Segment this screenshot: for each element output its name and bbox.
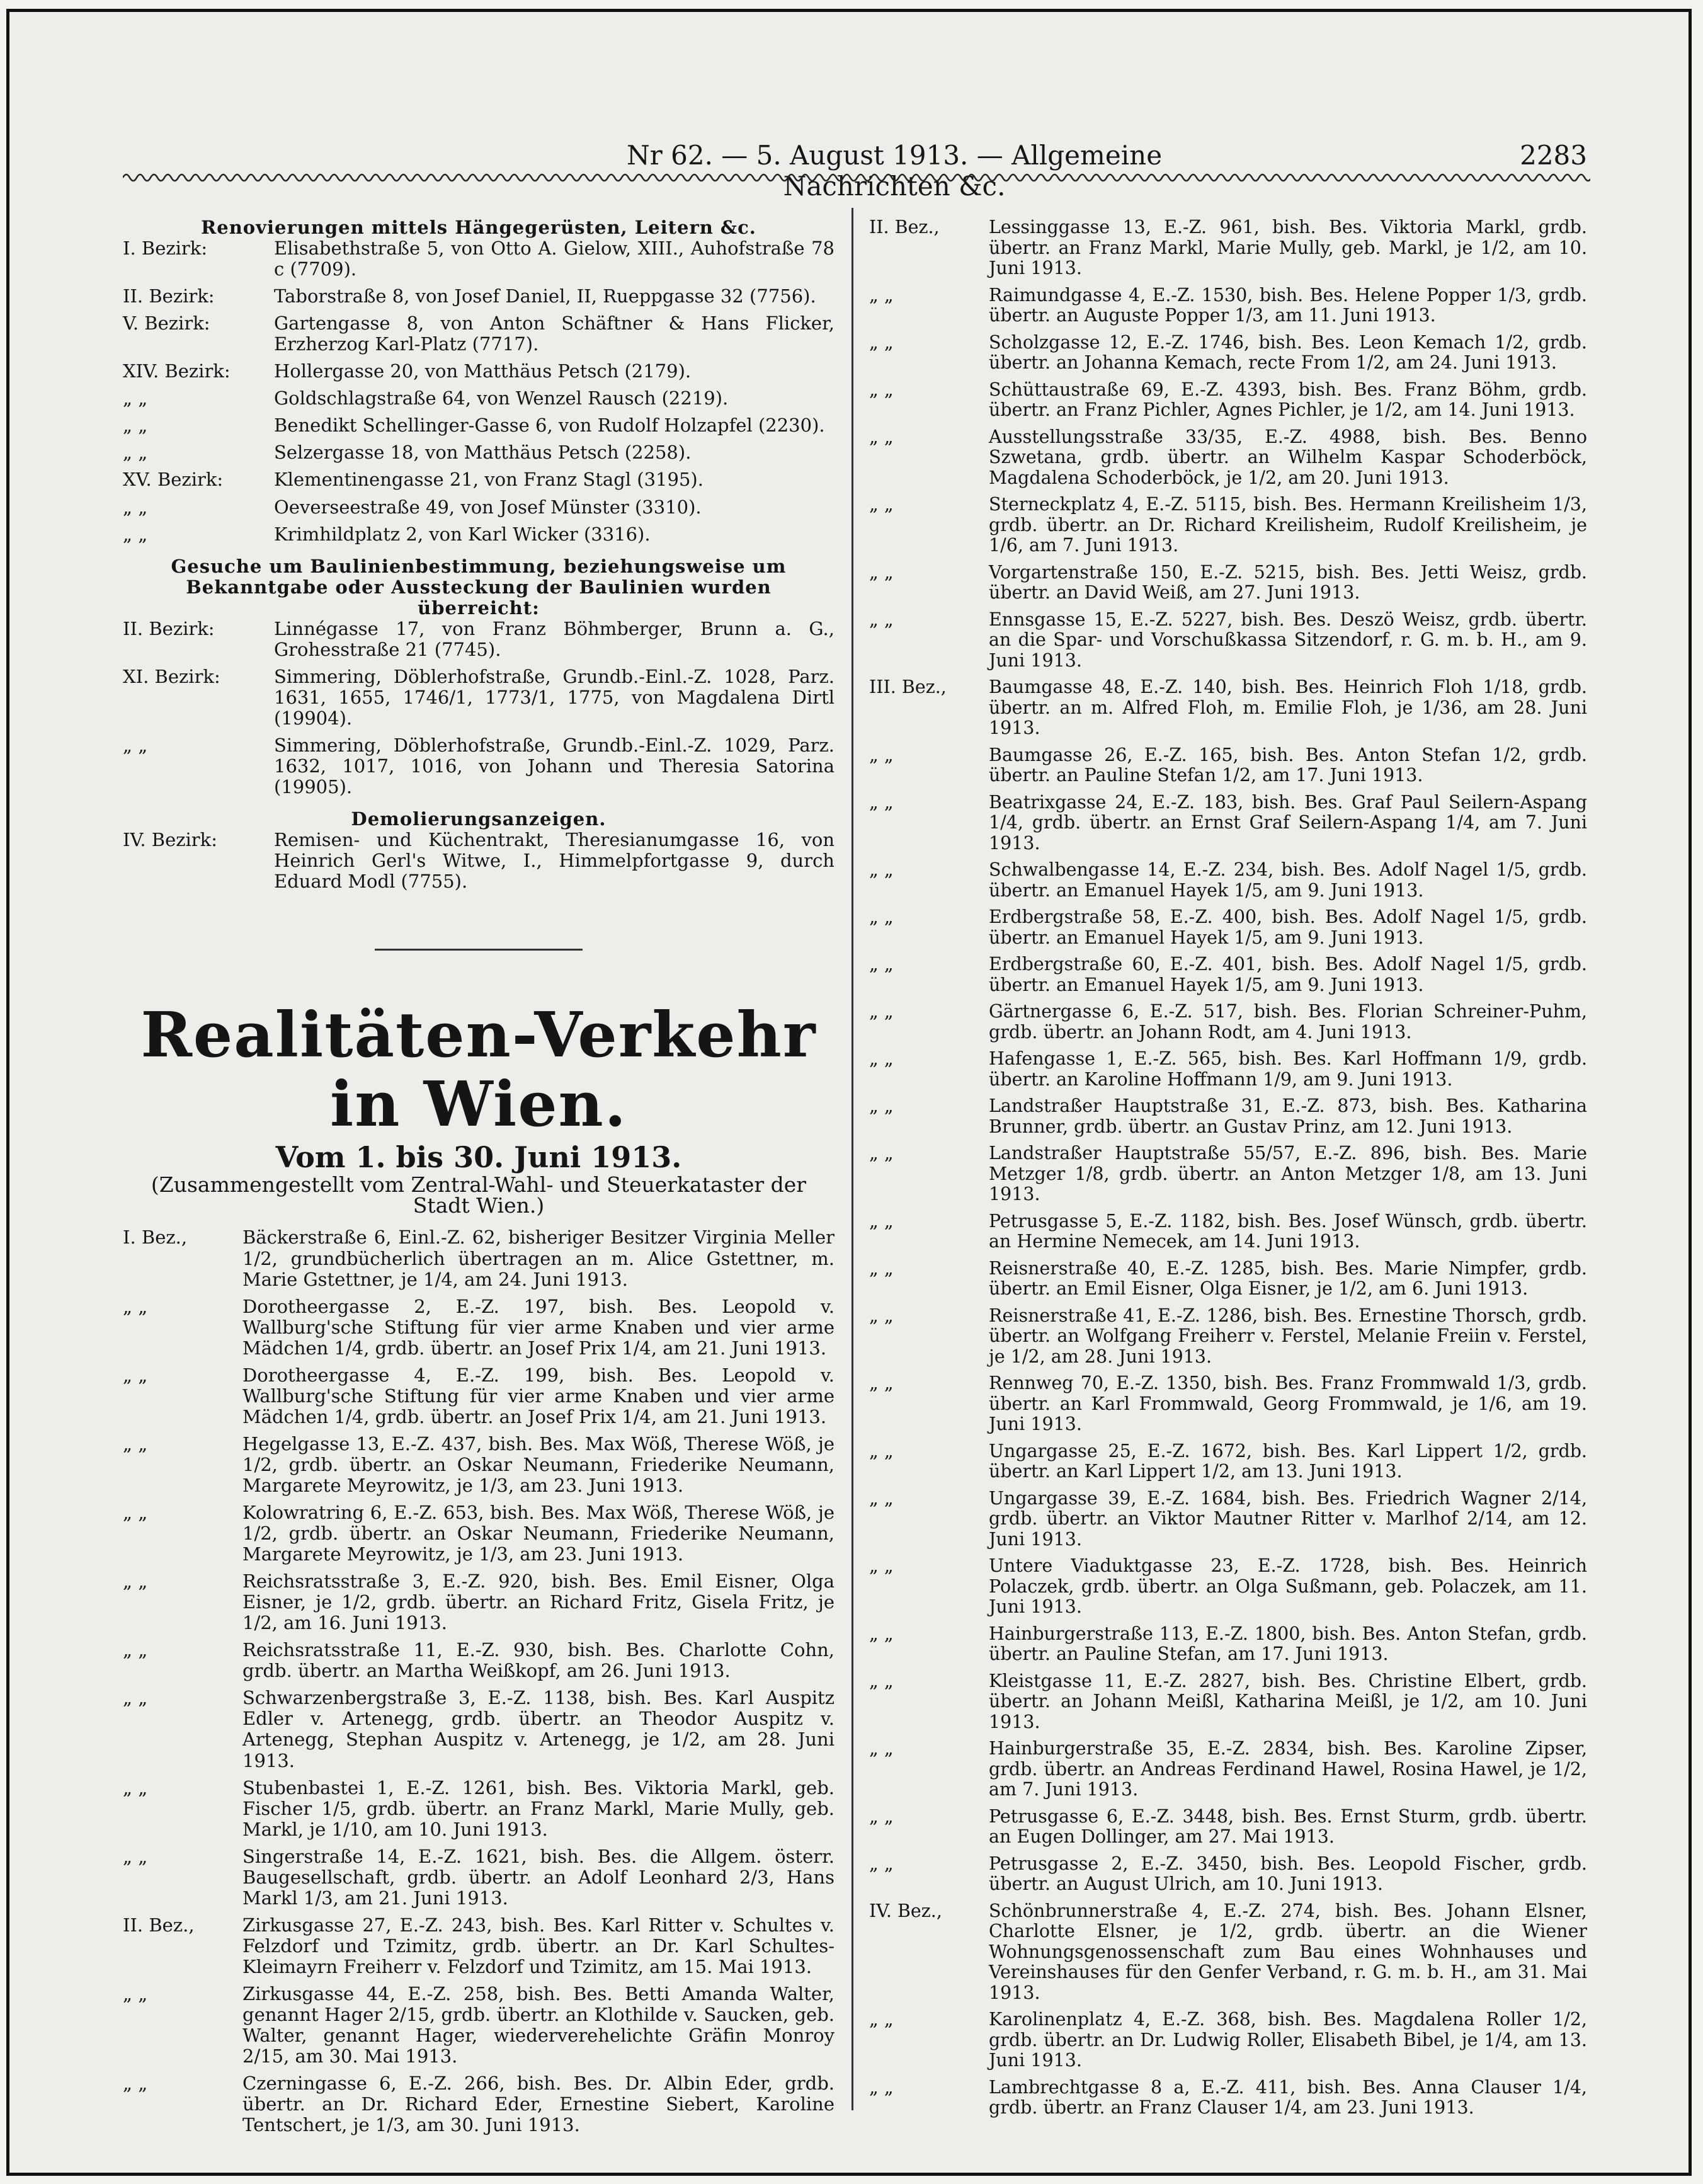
entry-text: Schwalbengasse 14, E.-Z. 234, bish. Bes. Adolf Nagel 1/5, grdb. übertr. an Emanuel Hayek 1/5, am 9. Juni 1913. xyxy=(989,859,1587,901)
real-estate-title: Realitäten-Verkehr in Wien. xyxy=(140,999,817,1141)
district-label: „ „ xyxy=(869,2076,894,2098)
list-entry xyxy=(869,954,1587,995)
list-entry xyxy=(869,1854,1587,1895)
entry-text: Scholzgasse 12, E.-Z. 1746, bish. Bes. Leon Kemach 1/2, grdb. übertr. an Johanna Kemach, recte From 1/2, am 24. Juni 1913. xyxy=(989,331,1587,373)
entry-text: Karolinenplatz 4, E.-Z. 368, bish. Bes. Magdalena Roller 1/2, grdb. übertr. an Dr. Ludwig Roller, Elisabeth Bibel, je 1/4, am 13. Juni 1913. xyxy=(989,2009,1587,2071)
district-label: „ „ xyxy=(123,1845,148,1867)
entry-text: Reichsratsstraße 11, E.-Z. 930, bish. Bes. Charlotte Cohn, grdb. übertr. an Martha Weißkopf, am 26. Juni 1913. xyxy=(242,1639,834,1682)
list-entry xyxy=(869,1556,1587,1618)
list-entry xyxy=(123,735,834,798)
district-label: II. Bez., xyxy=(869,217,940,237)
list-entry xyxy=(123,415,834,436)
district-label: „ „ xyxy=(869,1805,894,1827)
district-label: „ „ xyxy=(869,1623,894,1644)
section-heading-renovations: Renovierungen mittels Hängegerüsten, Leitern &c. xyxy=(201,217,756,238)
list-entry xyxy=(123,388,834,409)
list-entry xyxy=(869,1306,1587,1368)
list-entry xyxy=(869,2010,1587,2071)
district-label: „ „ xyxy=(123,523,148,545)
district-label: „ „ xyxy=(869,426,894,447)
district-label: „ „ xyxy=(869,1555,894,1576)
list-entry xyxy=(123,442,834,463)
list-entry xyxy=(123,1688,834,1771)
district-label: „ „ xyxy=(869,2009,894,2030)
entry-text: Kolowratring 6, E.-Z. 653, bish. Bes. Max Wöß, Therese Wöß, je 1/2, grdb. übertr. an Oskar Neumann, Friederike Neumann, Margarete Meyrowitz, je 1/3, am 23. Juni 1913. xyxy=(242,1502,834,1565)
district-label: II. Bez., xyxy=(123,1914,195,1936)
entry-text: Erdbergstraße 60, E.-Z. 401, bish. Bes. Adolf Nagel 1/5, grdb. übertr. an Emanuel Hayek 1/5, am 9. Juni 1913. xyxy=(989,954,1587,995)
entry-text: Schönbrunnerstraße 4, E.-Z. 274, bish. Bes. Johann Elsner, Charlotte Elsner, je 1/2, grdb. übertr. an die Wiener Wohnungsgenossenschaft zum Bau eines Wohnhauses und Vereinshauses für den Genfer Verband, r. G. m. b. H., am 31. Mai 1913. xyxy=(989,1900,1587,2003)
list-entry xyxy=(123,497,834,518)
list-entry xyxy=(869,1002,1587,1043)
list-entry xyxy=(123,1365,834,1427)
list-entry xyxy=(869,333,1587,374)
district-label: „ „ xyxy=(123,442,148,464)
list-entry xyxy=(123,238,834,280)
district-label: XI. Bezirk: xyxy=(123,665,220,687)
page-number: 2283 xyxy=(1520,140,1587,171)
entry-text: Petrusgasse 5, E.-Z. 1182, bish. Bes. Josef Wünsch, grdb. übertr. an Hermine Nemecek, am 14. Juni 1913. xyxy=(989,1210,1587,1252)
entry-text: Simmering, Döblerhofstraße, Grundb.-Einl.-Z. 1028, Parz. 1631, 1655, 1746/1, 1773/1, 1775, von Magdalena Dirtl (19904). xyxy=(274,665,834,729)
district-label: „ „ xyxy=(869,1440,894,1461)
district-label: „ „ xyxy=(869,906,894,927)
right-column xyxy=(869,217,1587,2125)
entry-text: Gartengasse 8, von Anton Schäftner & Hans Flicker, Erzherzog Karl-Platz (7717). xyxy=(274,312,834,355)
entry-text: Reisnerstraße 40, E.-Z. 1285, bish. Bes. Marie Nimpfer, grdb. übertr. an Emil Eisner, Olga Eisner, je 1/2, am 6. Juni 1913. xyxy=(989,1257,1587,1299)
list-entry xyxy=(869,907,1587,948)
entry-text: Erdbergstraße 58, E.-Z. 400, bish. Bes. Adolf Nagel 1/5, grdb. übertr. an Emanuel Hayek 1/5, am 9. Juni 1913. xyxy=(989,906,1587,948)
district-label: IV. Bez., xyxy=(869,1900,942,1921)
entry-text: Zirkusgasse 44, E.-Z. 258, bish. Bes. Betti Amanda Walter, genannt Hager 2/15, grdb. übertr. an Klothilde v. Saucken, geb. Walter, genannt Hager, wiederverehelichte Gräfin Monroy 2/15, am 30. Mai 1913. xyxy=(242,1983,834,2067)
list-entry xyxy=(123,1502,834,1565)
entry-text: Hainburgerstraße 35, E.-Z. 2834, bish. Bes. Karoline Zipser, grdb. übertr. an Andreas Ferdinand Hawel, Rosina Hawel, je 1/2, am 7. Juni 1913. xyxy=(989,1738,1587,1800)
district-label: „ „ xyxy=(869,284,894,306)
district-label: „ „ xyxy=(869,791,894,813)
section-heading-building-lines: Gesuche um Baulinienbestimmung, beziehungsweise um Bekanntgabe oder Aussteckung der Baulinien wurden überreicht: xyxy=(171,555,787,619)
entry-text: Ungargasse 39, E.-Z. 1684, bish. Bes. Friedrich Wagner 2/14, grdb. übertr. an Viktor Mautner Ritter v. Marlhof 2/14, am 12. Juni 1913. xyxy=(989,1487,1587,1550)
header-wavy-rule xyxy=(123,169,1590,186)
real-estate-source-note: (Zusammengestellt vom Zentral-Wahl- und Steuerkataster der Stadt Wien.) xyxy=(151,1172,807,1218)
district-label: IV. Bezirk: xyxy=(123,829,217,851)
list-entry xyxy=(869,1259,1587,1300)
district-label: „ „ xyxy=(123,2073,148,2095)
entry-text: Bäckerstraße 6, Einl.-Z. 62, bisheriger Besitzer Virginia Meller 1/2, grundbücherlich übertragen an m. Alice Gstettner, m. Marie Gstettner, je 1/4, am 24. Juni 1913. xyxy=(242,1226,834,1290)
list-entry xyxy=(123,666,834,729)
district-label: „ „ xyxy=(869,379,894,400)
district-label: „ „ xyxy=(869,1048,894,1069)
entry-text: Petrusgasse 2, E.-Z. 3450, bish. Bes. Leopold Fischer, grdb. übertr. an August Ulrich, am 10. Juni 1913. xyxy=(989,1853,1587,1894)
entry-text: Ausstellungsstraße 33/35, E.-Z. 4988, bish. Bes. Benno Szwetana, grdb. übertr. an Wilhelm Kaspar Schoderböck, Magdalena Schoderböck, je 1/2, am 20. Juni 1913. xyxy=(989,426,1587,488)
list-entry xyxy=(869,1807,1587,1848)
district-label: „ „ xyxy=(123,1570,148,1592)
entry-text: Ennsgasse 15, E.-Z. 5227, bish. Bes. Deszö Weisz, grdb. übertr. an die Spar- und Vorschußkassa Sitzendorf, r. G. m. b. H., am 9. Juni 1913. xyxy=(989,609,1587,671)
entry-text: Simmering, Döblerhofstraße, Grundb.-Einl.-Z. 1029, Parz. 1632, 1017, 1016, von Johann und Theresia Satorina (19905). xyxy=(274,734,834,798)
list-entry xyxy=(123,524,834,545)
list-entry xyxy=(869,285,1587,326)
district-label: XV. Bezirk: xyxy=(123,469,224,491)
district-label: XIV. Bezirk: xyxy=(123,360,231,382)
list-entry xyxy=(123,1778,834,1840)
list-entry xyxy=(869,792,1587,854)
district-label: „ „ xyxy=(123,415,148,437)
district-label: „ „ xyxy=(123,1639,148,1661)
district-label: „ „ xyxy=(869,1487,894,1509)
entry-text: Remisen- und Küchentrakt, Theresianumgasse 16, von Heinrich Gerl's Witwe, I., Himmelpfortgasse 9, durch Eduard Modl (7755). xyxy=(274,829,834,893)
entry-text: Taborstraße 8, von Josef Daniel, II, Rueppgasse 32 (7756). xyxy=(274,285,816,307)
entry-text: Stubenbastei 1, E.-Z. 1261, bish. Bes. Viktoria Markl, geb. Fischer 1/5, grdb. übertr. an Franz Markl, Marie Mully, geb. Markl, je 1/10, am 10. Juni 1913. xyxy=(242,1776,834,1840)
district-label: III. Bez., xyxy=(869,677,947,697)
entry-text: Dorotheergasse 4, E.-Z. 199, bish. Bes. Leopold v. Wallburg'sche Stiftung für vier arme Knaben und vier arme Mädchen 1/4, grdb. übertr. an Josef Prix 1/4, am 21. Juni 1913. xyxy=(242,1364,834,1427)
entry-text: Baumgasse 26, E.-Z. 165, bish. Bes. Anton Stefan 1/2, grdb. übertr. an Pauline Stefan 1/2, am 17. Juni 1913. xyxy=(989,744,1587,786)
list-entry xyxy=(123,361,834,382)
list-entry xyxy=(869,1441,1587,1482)
list-entry xyxy=(123,1846,834,1909)
list-entry xyxy=(869,1624,1587,1665)
entry-text: Beatrixgasse 24, E.-Z. 183, bish. Bes. Graf Paul Seilern-Aspang 1/4, grdb. übertr. an Ernst Graf Seilern-Aspang 1/4, am 7. Juni 1913. xyxy=(989,791,1587,854)
entry-text: Czerningasse 6, E.-Z. 266, bish. Bes. Dr. Albin Eder, grdb. übertr. an Dr. Richard Eder, Ernestine Siebert, Karoline Tentschert, je 1/3, am 30. Juni 1913. xyxy=(242,2073,834,2136)
district-label: „ „ xyxy=(869,1738,894,1759)
list-entry xyxy=(123,286,834,307)
list-entry xyxy=(869,1901,1587,2004)
list-entry xyxy=(869,1049,1587,1090)
list-entry xyxy=(123,619,834,660)
list-entry xyxy=(123,1984,834,2067)
entry-text: Landstraßer Hauptstraße 55/57, E.-Z. 896, bish. Bes. Marie Metzger 1/8, grdb. übertr. an Anton Metzger 1/8, am 13. Juni 1913. xyxy=(989,1143,1587,1204)
district-label: „ „ xyxy=(869,1373,894,1393)
district-label: „ „ xyxy=(869,494,894,515)
district-label: „ „ xyxy=(869,744,894,765)
entry-text: Linnégasse 17, von Franz Böhmberger, Brunn a. G., Grohesstraße 21 (7745). xyxy=(274,617,834,660)
entry-text: Lessinggasse 13, E.-Z. 961, bish. Bes. Viktoria Markl, grdb. übertr. an Franz Markl, Marie Mully, geb. Markl, je 1/2, am 10. Juni 1913. xyxy=(989,217,1587,278)
entry-text: Klementinengasse 21, von Franz Stagl (3195). xyxy=(274,469,703,491)
entry-text: Oeverseestraße 49, von Josef Münster (3310). xyxy=(274,496,702,518)
running-header-title: Nr 62. — 5. August 1913. — Allgemeine Nachrichten &c. xyxy=(626,140,1163,202)
list-entry xyxy=(869,1671,1587,1733)
entry-text: Raimundgasse 4, E.-Z. 1530, bish. Bes. Helene Popper 1/3, grdb. übertr. an Auguste Popper 1/3, am 11. Juni 1913. xyxy=(989,284,1587,326)
list-entry xyxy=(123,2073,834,2135)
real-estate-transfers-list-continued xyxy=(869,217,1587,2118)
renovations-list xyxy=(123,238,834,545)
list-entry xyxy=(123,1571,834,1633)
district-label: „ „ xyxy=(869,609,894,630)
district-label: „ „ xyxy=(869,1143,894,1163)
district-label: V. Bezirk: xyxy=(123,312,210,334)
real-estate-transfers-list xyxy=(123,1227,834,2135)
list-entry xyxy=(123,830,834,892)
district-label: „ „ xyxy=(123,1983,148,2004)
district-label: „ „ xyxy=(869,1095,894,1116)
list-entry xyxy=(869,380,1587,421)
district-label: „ „ xyxy=(123,387,148,409)
district-label: II. Bezirk: xyxy=(123,285,215,307)
district-label: „ „ xyxy=(123,1295,148,1317)
entry-text: Singerstraße 14, E.-Z. 1621, bish. Bes. die Allgem. österr. Baugesellschaft, grdb. übertr. an Adolf Leonhard 2/3, Hans Markl 1/3, am 21. Juni 1913. xyxy=(242,1845,834,1909)
district-label: „ „ xyxy=(123,1364,148,1386)
list-entry xyxy=(869,1143,1587,1205)
list-entry xyxy=(869,1739,1587,1800)
entry-text: Ungargasse 25, E.-Z. 1672, bish. Bes. Karl Lippert 1/2, grdb. übertr. an Karl Lippert 1/2, am 13. Juni 1913. xyxy=(989,1440,1587,1482)
entry-text: Baumgasse 48, E.-Z. 140, bish. Bes. Heinrich Floh 1/18, grdb. übertr. an m. Alfred Floh, m. Emilie Floh, je 1/36, am 28. Juni 1913. xyxy=(989,677,1587,738)
district-label: I. Bez., xyxy=(123,1226,188,1249)
list-entry xyxy=(869,860,1587,901)
entry-text: Dorotheergasse 2, E.-Z. 197, bish. Bes. Leopold v. Wallburg'sche Stiftung für vier arme Knaben und vier arme Mädchen 1/4, grdb. übertr. an Josef Prix 1/4, am 21. Juni 1913. xyxy=(242,1295,834,1359)
entry-text: Selzergasse 18, von Matthäus Petsch (2258). xyxy=(274,442,692,464)
entry-text: Elisabethstraße 5, von Otto A. Gielow, XIII., Auhofstraße 78 c (7709). xyxy=(274,237,834,280)
list-entry xyxy=(869,1489,1587,1550)
district-label: I. Bezirk: xyxy=(123,237,208,260)
real-estate-date-range: Vom 1. bis 30. Juni 1913. xyxy=(275,1140,682,1175)
district-label: „ „ xyxy=(869,1853,894,1874)
entry-text: Hegelgasse 13, E.-Z. 437, bish. Bes. Max Wöß, Therese Wöß, je 1/2, grdb. übertr. an Oskar Neumann, Friederike Neumann, Margarete Meyrowitz, je 1/3, am 23. Juni 1913. xyxy=(242,1432,834,1496)
district-label: „ „ xyxy=(123,1432,148,1455)
list-entry xyxy=(123,313,834,355)
list-entry xyxy=(869,217,1587,279)
list-entry xyxy=(123,1296,834,1359)
entry-text: Lambrechtgasse 8 a, E.-Z. 411, bish. Bes. Anna Clauser 1/4, grdb. übertr. an Franz Clauser 1/4, am 23. Juni 1913. xyxy=(989,2076,1587,2118)
district-label: „ „ xyxy=(123,1502,148,1524)
entry-text: Untere Viaduktgasse 23, E.-Z. 1728, bish. Bes. Heinrich Polaczek, grdb. übertr. an Olga Sußmann, geb. Polaczek, am 11. Juni 1913. xyxy=(989,1555,1587,1617)
district-label: „ „ xyxy=(869,561,894,583)
list-entry xyxy=(869,677,1587,739)
list-entry xyxy=(869,1373,1587,1435)
building-lines-list xyxy=(123,619,834,798)
entry-text: Schüttaustraße 69, E.-Z. 4393, bish. Bes. Franz Böhm, grdb. übertr. an Franz Pichler, Agnes Pichler, je 1/2, am 14. Juni 1913. xyxy=(989,379,1587,420)
entry-text: Rennweg 70, E.-Z. 1350, bish. Bes. Franz Frommwald 1/3, grdb. übertr. an Karl Frommwald, Georg Frommwald, je 1/6, am 19. Juni 1913. xyxy=(989,1373,1587,1434)
list-entry xyxy=(123,1434,834,1496)
section-divider xyxy=(375,949,583,951)
district-label: „ „ xyxy=(123,496,148,518)
list-entry xyxy=(869,495,1587,556)
district-label: „ „ xyxy=(869,1257,894,1279)
list-entry xyxy=(869,2078,1587,2118)
list-entry xyxy=(869,1211,1587,1252)
entry-text: Kleistgasse 11, E.-Z. 2827, bish. Bes. Christine Elbert, grdb. übertr. an Johann Meißl, Katharina Meißl, je 1/2, am 10. Juni 1913. xyxy=(989,1670,1587,1732)
list-entry xyxy=(869,610,1587,672)
entry-text: Reichsratsstraße 3, E.-Z. 920, bish. Bes. Emil Eisner, Olga Eisner, je 1/2, grdb. übertr. an Richard Fritz, Gisela Fritz, je 1/2, am 16. Juni 1913. xyxy=(242,1570,834,1634)
entry-text: Petrusgasse 6, E.-Z. 3448, bish. Bes. Ernst Sturm, grdb. übertr. an Eugen Dollinger, am 27. Mai 1913. xyxy=(989,1805,1587,1847)
entry-text: Goldschlagstraße 64, von Wenzel Rausch (2219). xyxy=(274,387,729,409)
column-divider xyxy=(852,208,853,2110)
entry-text: Reisnerstraße 41, E.-Z. 1286, bish. Bes. Ernestine Thorsch, grdb. übertr. an Wolfgang Freiherr v. Ferstel, Melanie Freiin v. Ferstel, je 1/2, am 28. Juni 1913. xyxy=(989,1305,1587,1367)
left-column xyxy=(123,217,834,2142)
entry-text: Hainburgerstraße 113, E.-Z. 1800, bish. Bes. Anton Stefan, grdb. übertr. an Pauline Stefan, am 17. Juni 1913. xyxy=(989,1623,1587,1664)
entry-text: Krimhildplatz 2, von Karl Wicker (3316). xyxy=(274,523,651,545)
entry-text: Hollergasse 20, von Matthäus Petsch (2179). xyxy=(274,360,692,382)
entry-text: Benedikt Schellinger-Gasse 6, von Rudolf Holzapfel (2230). xyxy=(274,415,825,437)
district-label: II. Bezirk: xyxy=(123,617,215,639)
entry-text: Vorgartenstraße 150, E.-Z. 5215, bish. Bes. Jetti Weisz, grdb. übertr. an David Weiß, am 27. Juni 1913. xyxy=(989,561,1587,603)
entry-text: Zirkusgasse 27, E.-Z. 243, bish. Bes. Karl Ritter v. Schultes v. Felzdorf und Tzimitz, grdb. übertr. an Dr. Karl Schultes-Kleimayrn Freiherr v. Felzdorf und Tzimitz, am 15. Mai 1913. xyxy=(242,1914,834,1977)
district-label: „ „ xyxy=(123,1687,148,1709)
district-label: „ „ xyxy=(123,734,148,756)
district-label: „ „ xyxy=(869,1305,894,1326)
list-entry xyxy=(869,427,1587,489)
list-entry xyxy=(869,1096,1587,1137)
list-entry xyxy=(123,1640,834,1681)
district-label: „ „ xyxy=(869,859,894,880)
list-entry xyxy=(869,563,1587,603)
district-label: „ „ xyxy=(869,1670,894,1691)
entry-text: Sterneckplatz 4, E.-Z. 5115, bish. Bes. Hermann Kreilisheim 1/3, grdb. übertr. an Dr. Richard Kreilisheim, Rudolf Kreilisheim, je 1/6, am 7. Juni 1913. xyxy=(989,494,1587,556)
demolitions-list xyxy=(123,830,834,892)
list-entry xyxy=(869,745,1587,786)
entry-text: Gärtnergasse 6, E.-Z. 517, bish. Bes. Florian Schreiner-Puhm, grdb. übertr. an Johann Rodt, am 4. Juni 1913. xyxy=(989,1001,1587,1043)
list-entry xyxy=(123,469,834,490)
entry-text: Landstraßer Hauptstraße 31, E.-Z. 873, bish. Bes. Katharina Brunner, grdb. übertr. an Gustav Prinz, am 12. Juni 1913. xyxy=(989,1095,1587,1137)
district-label: „ „ xyxy=(869,1001,894,1022)
district-label: „ „ xyxy=(869,954,894,975)
list-entry xyxy=(123,1915,834,1977)
district-label: „ „ xyxy=(869,1210,894,1232)
list-entry xyxy=(123,1227,834,1289)
entry-text: Hafengasse 1, E.-Z. 565, bish. Bes. Karl Hoffmann 1/9, grdb. übertr. an Karoline Hoffmann 1/9, am 9. Juni 1913. xyxy=(989,1048,1587,1090)
district-label: „ „ xyxy=(869,331,894,353)
entry-text: Schwarzenbergstraße 3, E.-Z. 1138, bish. Bes. Karl Auspitz Edler v. Artenegg, grdb. übertr. an Theodor Auspitz v. Artenegg, Stephan Auspitz v. Artenegg, je 1/2, am 28. Juni 1913. xyxy=(242,1687,834,1771)
section-heading-demolitions: Demolierungsanzeigen. xyxy=(351,808,607,830)
district-label: „ „ xyxy=(123,1776,148,1798)
